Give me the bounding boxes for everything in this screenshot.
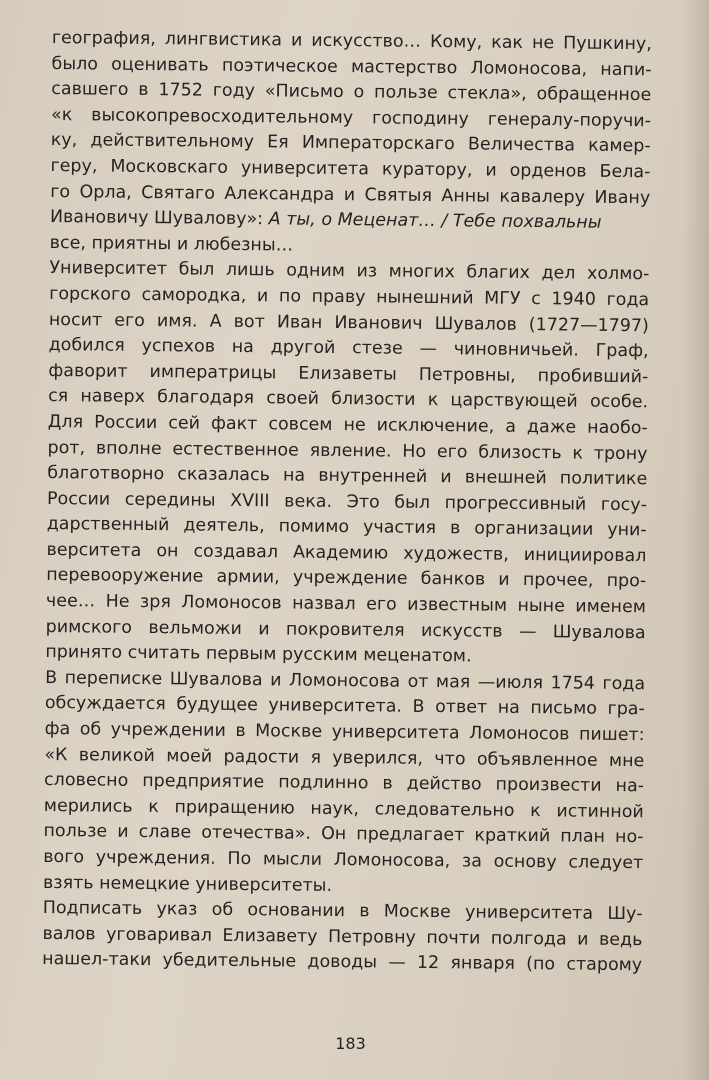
text-line: принято считать первым русским меценатом. bbox=[45, 642, 472, 667]
text-line: нашел-таки убедительные доводы — 12 января (по старому bbox=[42, 949, 643, 976]
text-line: горского самородка, и по праву нынешний МГУ с 1940 года bbox=[49, 283, 650, 311]
page-edge-shadow bbox=[683, 0, 709, 1080]
text-line: верситета он создавал Академию художеств, инициировал bbox=[46, 539, 647, 567]
text-line: благотворно сказалась на внутренней и внешней политике bbox=[47, 463, 648, 490]
text-line: рот, вполне естественное явление. Но его близость к трону bbox=[47, 437, 648, 464]
text-line: го Орла, Святаго Александра и Святыя Анны кавалеру Ивану bbox=[50, 181, 651, 208]
text-line: фаворит императрицы Елизаветы Петровны, пробивший- bbox=[48, 360, 649, 387]
body-text bbox=[42, 26, 652, 979]
text-line: В переписке Шувалова и Ломоносова от мая —июля 1754 года bbox=[45, 667, 646, 695]
text-line: «К великой моей радости я уверился, что объявленное мне bbox=[44, 744, 645, 771]
text-line: носит его имя. А вот Иван Иванович Шувалов (1727—1797) bbox=[48, 309, 649, 336]
text-line: ку, действительному Ея Императорскаго Величества камер- bbox=[50, 130, 651, 157]
text-line: фа об учреждении в Москве университета Ломоносов пишет: bbox=[44, 718, 645, 746]
text-line: вого учреждения. По мысли Ломоносова, за основу следует bbox=[43, 846, 644, 874]
text-line: чее… Не зря Ломоносов назвал его известным ныне именем bbox=[45, 591, 647, 618]
text-line: Университет был лишь одним из многих благих дел холмо- bbox=[49, 258, 650, 285]
text-line: пользе и славе отечества». Он предлагает краткий план но- bbox=[43, 821, 644, 848]
text-line: Для России сей факт совсем не исключение, а даже наобо- bbox=[47, 411, 648, 439]
text-line: геру, Московскаго университета куратору, и орденов Бела- bbox=[50, 155, 651, 183]
text-line: обсуждается будущее университета. В ответ на письмо гра- bbox=[44, 693, 645, 720]
text-line: дарственный деятель, помимо участия в организации уни- bbox=[46, 514, 647, 541]
text-line: перевооружение армии, учреждение банков и прочее, про- bbox=[46, 565, 647, 592]
italic-quote-line: все, приятны и любезны… bbox=[49, 232, 294, 256]
text-line: Подписать указ об основании в Москве университета Шу- bbox=[42, 898, 643, 925]
text-line: было оценивать поэтическое мастерство Ломоносова, напи- bbox=[51, 53, 652, 80]
text-line: добился успехов на другой стезе — чиновничьей. Граф, bbox=[48, 335, 649, 362]
text-line: география, лингвистика и искусство… Кому, как не Пушкину, bbox=[51, 27, 652, 55]
text-line: словесно предприятие подлинно в действо произвести на- bbox=[43, 770, 645, 797]
text-line: «к высокопревосходительному господину генералу-поручи- bbox=[50, 104, 652, 132]
text-line: савшего в 1752 году «Письмо о пользе стекла», обращенное bbox=[51, 79, 652, 106]
text-line: взять немецкие университеты. bbox=[42, 872, 333, 896]
text-line: России середины XVIII века. Это был прогрессивный госу- bbox=[46, 488, 648, 515]
page-number: 183 bbox=[335, 1034, 366, 1053]
italic-quote: А ты, о Меценат… / Тебе похвальны bbox=[263, 209, 602, 233]
text-line: валов уговаривал Елизавету Петровну почти полгода и ведь bbox=[42, 923, 643, 951]
text-line: римского вельможи и покровителя искусств — Шувалова bbox=[45, 616, 646, 643]
text-line: ся наверх благодаря своей близости к царствующей особе. bbox=[48, 386, 649, 413]
text-line-start: Ивановичу Шувалову»: bbox=[49, 207, 264, 230]
text-line: мерились к приращению наук, следовательно к истинной bbox=[43, 795, 644, 823]
